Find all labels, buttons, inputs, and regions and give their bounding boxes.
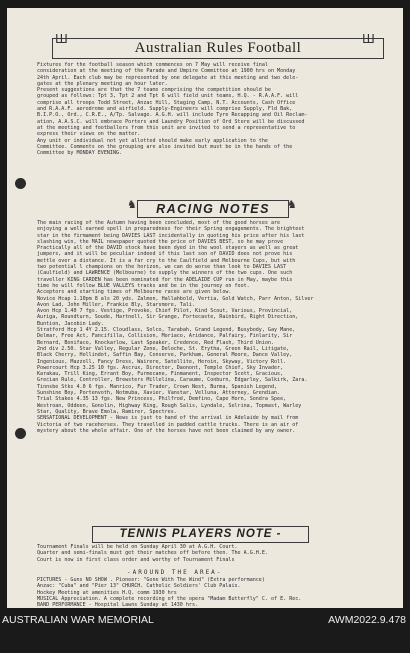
text-line: Buntion, Jacobin Lady.	[37, 320, 104, 327]
text-line: 2nd div 2.50. Star Valley, Regular Zone, Deloche, St. Erytha, Green Rail, Litigate,	[37, 345, 290, 352]
around-heading: -AROUND THE AREA-	[127, 569, 223, 576]
text-line: Grecian Rule, Controller, Brewsters Millelina, Caraume, Conburn, Edgarley, Salkirk, Zara.	[37, 377, 308, 384]
text-line: Avon Hcp 1.40 7 fgs. Vestige, Provoke, Chief Pilot, Kind Scout, Various, Provincial,	[37, 308, 293, 315]
tennis-section	[37, 544, 393, 563]
text-line: consideration at the meeting of the Parade and Umpire Committee at 1900 hrs on Monday	[37, 68, 296, 75]
text-line: enjoying a well earned spell in preparedness for their Spring engagements. The brightest	[37, 226, 305, 233]
text-line: MUSICAL Appreciation. A complete recording of the opera "Madam Butterfly" C. of E. Rec.	[37, 595, 302, 602]
caption-id: AWM2022.9.478	[328, 614, 406, 626]
racing-section	[37, 220, 393, 434]
text-line: mettle over a distance. It is a far cry to the Caulfield and Melbourne Cups, but with	[37, 257, 296, 264]
text-line: jumpers, and it will be peculiar indeed if this last son of DAVID does not prove his	[37, 251, 293, 258]
text-line: (Caulfield) and LAWRENCE (Melbourne) to supply the winners of the two cups. One such	[37, 270, 293, 277]
text-line: mystery about the whole affair. One of the horses have not been claimed by any owner.	[37, 427, 296, 434]
text-line: grouped as follows: Tpt 3, Tpt 2 and Tpt 6 will field unit teams, H.Q. - R.A.A.F. will	[37, 93, 299, 100]
text-line: two potential l champions on the horizon, we can do worse than look to DAVIES LAST	[37, 264, 287, 271]
text-line: Star, Quality, Brave Emola, Ramirer, Spectres.	[37, 408, 177, 415]
text-line: Tournament Finals will be held on Sunday April 30 at A.G.H. Court.	[37, 544, 238, 550]
text-line: Powercourt Hcp 3.25 10 fgs. Ascrux, Director, Daonont, Temple Chief, Sky Invader,	[37, 364, 284, 371]
text-line: 24th April. Each club may be represented by one delegate at this meeting and two dele-	[37, 74, 299, 81]
text-line: Ingenious, Mazzoll, Fancy Dress, Wairere, Satellite, Heroin, Skyway, Victory Roll.	[37, 358, 287, 365]
football-section	[37, 62, 393, 156]
text-line: Trial Stakes 4.35 13 fgs. New Princess, Philfrod, Demfino, Cape Horn, Sondra Spee,	[37, 396, 287, 403]
text-line: Auriga, Roundturn, Soude, Hartnell, Sir Grange, Fortecaste, Rainbird, Right Direction,	[37, 314, 299, 321]
text-line: Court is now in first class order and worthy of Tournament Finals	[37, 556, 235, 563]
text-line: Tinnsbe Stks 4.0 6 fgs. Manrico, Fur Trader, Crown Nest, Burma, Spanish Legend,	[37, 383, 278, 390]
punch-hole	[15, 178, 26, 189]
text-line: Victoria of two racehorses. They travelled in padded cattle trucks. There is an air of	[37, 421, 299, 428]
caption-credit: AUSTRALIAN WAR MEMORIAL	[2, 614, 154, 626]
text-line: Stratford Hcp 1 4Y 2.15. Cloudlass, Solco, Tarabah, Grand Legend, Busybody, Gay Mane,	[37, 327, 296, 334]
text-line: slashing win, the MAIL newspaper quoted the price of DAVIES BEST, so he may prove	[37, 238, 284, 245]
text-line: gates at the plenary meeting an hour later.	[37, 80, 168, 87]
text-line: Fixtures for the football season which commences on 7 May will receive final	[37, 62, 268, 68]
punch-hole	[15, 428, 26, 439]
text-line: The main racing of the Autumn having been concluded, most of the good horses are	[37, 220, 281, 226]
horse-icon: ♞	[127, 198, 137, 211]
text-line: BAND PERFORMANCE - Hospital Lawns Sunday at 1430 hrs.	[37, 602, 199, 608]
text-line: express their views on the matter.	[37, 131, 141, 138]
text-line: Acceptors and starting times of Melbourne races are given below.	[37, 289, 232, 296]
around-section	[37, 577, 393, 608]
text-line: Westroan, Oddeen, Gonolin, Highway King, Rough Salis, Lyndale, Selrina, Topmast, Warley	[37, 402, 302, 409]
horse-icon: ♞	[287, 198, 297, 211]
text-line: Karakau, Trill King, Errant Boy, Furmecane, Finmanent, Inspector Scott, Gracious,	[37, 371, 284, 378]
text-line: Committee. Comments on the grouping are also invited but must be in the hands of the	[37, 143, 293, 150]
text-line: Practically all of the DAVID stock have been dyed in the wool stayers as well as great	[37, 245, 299, 252]
text-line: star in the firmament being DAVIES LAST incidentally in quoting his price after his last	[37, 232, 305, 239]
text-line: traveller KING CARDEN has been nominated for the ADELAIDE CUP run in May, maybe this	[37, 276, 293, 283]
text-line: ation, A.A.S.C. will embrace Porters and Laundry Position of Ord Store will be discussed	[37, 118, 305, 125]
text-line: SENSATIONAL DEVELOPMENT - News is just to hand of the arrival in Adelaide by mail from	[37, 415, 299, 422]
text-line: Present suggestions are that the 7 teams comprising the competition should be	[37, 87, 271, 94]
text-line: Bernard, Bonifaco, Knockarlow, Last Speaker, Credence, Red Flash, Third Union.	[37, 339, 275, 346]
tennis-heading: TENNIS PLAYERS NOTE -	[92, 526, 309, 543]
text-line: Novice Hcap 1.10pm 8 als 20 yds. Zalmon, Hallahbold, Vertia, Gold Watch, Parr Anton, Silver	[37, 295, 314, 302]
text-line: time he will follow BLUE VALLEYS tracks and be in the journey on foot.	[37, 282, 250, 289]
text-line: Hockey Meeting at amenities H.Q. comm 1930 hrs	[37, 589, 177, 596]
text-line: Avon Lad, John Miller, Frankie Bly, Starsmore, Tali.	[37, 301, 196, 308]
text-line: Black Cherry, Hollindot, Saffin Bay, Conserve, Parkham, General Moore, Dance Valley,	[37, 352, 293, 359]
racing-heading: RACING NOTES	[137, 200, 289, 218]
text-line: Quarter and semi-finals must get their matches off before then. The A.G.H.E.	[37, 550, 268, 557]
text-line: B.I.P.O., Ord., C.R.E., A/Tp. Salvage. A.G.H. will include Tyre Recapping and Oil Reclam-	[37, 112, 308, 119]
text-line: and R.A.A.F. aerodrome and airfield. Supply-Engineers will comprise Supply, Fld Bak,	[37, 106, 293, 113]
text-line: Delmar, Free Act, Fancifilla, Collision, Moriaco, Aridance, Palfairy, Finlarity, Sir	[37, 333, 293, 340]
text-line: at the meeting and footballers from this unit are invited to send a representative to	[37, 124, 296, 131]
football-heading: Australian Rules Football	[52, 38, 384, 59]
text-line: Anzac: "Cuba" and "Pier 13" CHURCH. Catholic Soldiers' Club Palais.	[37, 583, 241, 590]
text-line: Sunshine Boy, Portenvoth, Notmuba, Xavier, Vanstar, Velluna, Attorney, Grendian.	[37, 390, 281, 397]
goalpost-icon: Ш	[362, 32, 375, 46]
text-line: PICTURES - Guns NO SHOW . Pioneer: "Gone With The Wind" (Extra performance)	[37, 577, 265, 583]
text-line: Committee by MONDAY EVENING.	[37, 150, 123, 157]
document-page	[7, 8, 403, 608]
text-line: Any unit or individual not yet allotted should make early application to the	[37, 137, 268, 144]
text-line: comprise all troops Todd Street, Anzac Hill, Staging Camp, N.T. Accounts, Cash Office	[37, 99, 296, 106]
goalpost-icon: Ш	[55, 32, 68, 46]
